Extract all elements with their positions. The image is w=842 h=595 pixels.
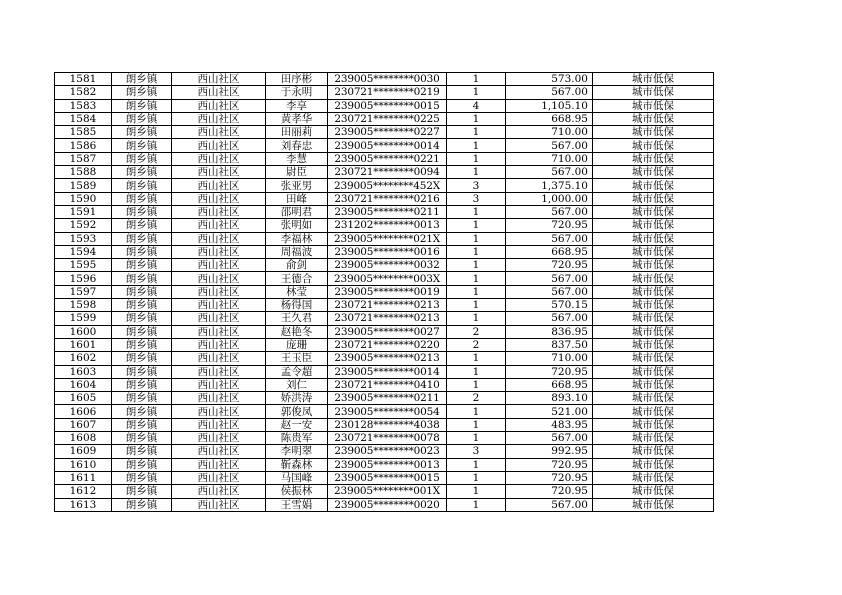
cell-community: 西山社区 — [172, 299, 266, 312]
cell-sequence-number: 1609 — [55, 445, 112, 458]
cell-amount: 567.00 — [506, 285, 593, 298]
cell-person-name: 李明翠 — [266, 445, 328, 458]
cell-assistance-type: 城市低保 — [593, 325, 714, 338]
cell-town: 朗乡镇 — [112, 392, 172, 405]
cell-household-count: 1 — [447, 272, 506, 285]
cell-community: 西山社区 — [172, 166, 266, 179]
table-row — [55, 352, 714, 365]
cell-household-count: 1 — [447, 219, 506, 232]
cell-household-count: 4 — [447, 99, 506, 112]
cell-community: 西山社区 — [172, 285, 266, 298]
table-row — [55, 259, 714, 272]
cell-town: 朗乡镇 — [112, 418, 172, 431]
cell-assistance-type: 城市低保 — [593, 485, 714, 498]
cell-sequence-number: 1584 — [55, 112, 112, 125]
cell-town: 朗乡镇 — [112, 365, 172, 378]
cell-id-number: 239005********0015 — [328, 99, 447, 112]
cell-assistance-type: 城市低保 — [593, 285, 714, 298]
cell-assistance-type: 城市低保 — [593, 312, 714, 325]
table-row — [55, 245, 714, 258]
cell-household-count: 1 — [447, 86, 506, 99]
table-row — [55, 232, 714, 245]
cell-amount: 992.95 — [506, 445, 593, 458]
cell-town: 朗乡镇 — [112, 166, 172, 179]
cell-assistance-type: 城市低保 — [593, 245, 714, 258]
cell-assistance-type: 城市低保 — [593, 352, 714, 365]
cell-household-count: 1 — [447, 152, 506, 165]
cell-household-count: 1 — [447, 299, 506, 312]
cell-town: 朗乡镇 — [112, 299, 172, 312]
cell-amount: 567.00 — [506, 139, 593, 152]
cell-amount: 836.95 — [506, 325, 593, 338]
table-row — [55, 405, 714, 418]
cell-sequence-number: 1610 — [55, 458, 112, 471]
cell-person-name: 陈贵军 — [266, 432, 328, 445]
cell-assistance-type: 城市低保 — [593, 392, 714, 405]
table-row — [55, 471, 714, 484]
cell-town: 朗乡镇 — [112, 325, 172, 338]
cell-household-count: 1 — [447, 166, 506, 179]
cell-sequence-number: 1591 — [55, 205, 112, 218]
cell-community: 西山社区 — [172, 498, 266, 511]
cell-person-name: 娇洪涛 — [266, 392, 328, 405]
cell-town: 朗乡镇 — [112, 205, 172, 218]
cell-amount: 720.95 — [506, 458, 593, 471]
cell-id-number: 239005********0013 — [328, 458, 447, 471]
cell-household-count: 1 — [447, 365, 506, 378]
cell-town: 朗乡镇 — [112, 352, 172, 365]
table-row — [55, 205, 714, 218]
cell-assistance-type: 城市低保 — [593, 445, 714, 458]
cell-id-number: 239005********0019 — [328, 285, 447, 298]
cell-amount: 710.00 — [506, 126, 593, 139]
table-row — [55, 192, 714, 205]
cell-person-name: 黄孝华 — [266, 112, 328, 125]
cell-community: 西山社区 — [172, 458, 266, 471]
cell-town: 朗乡镇 — [112, 152, 172, 165]
cell-person-name: 王玉臣 — [266, 352, 328, 365]
cell-sequence-number: 1595 — [55, 259, 112, 272]
cell-amount: 570.15 — [506, 299, 593, 312]
cell-sequence-number: 1592 — [55, 219, 112, 232]
table-row — [55, 299, 714, 312]
cell-amount: 567.00 — [506, 272, 593, 285]
cell-household-count: 1 — [447, 205, 506, 218]
cell-town: 朗乡镇 — [112, 458, 172, 471]
table-row — [55, 126, 714, 139]
cell-amount: 1,105.10 — [506, 99, 593, 112]
cell-assistance-type: 城市低保 — [593, 458, 714, 471]
cell-household-count: 1 — [447, 285, 506, 298]
cell-community: 西山社区 — [172, 259, 266, 272]
cell-amount: 668.95 — [506, 378, 593, 391]
cell-household-count: 1 — [447, 73, 506, 86]
cell-id-number: 239005********0027 — [328, 325, 447, 338]
table-row — [55, 338, 714, 351]
cell-community: 西山社区 — [172, 179, 266, 192]
cell-town: 朗乡镇 — [112, 312, 172, 325]
cell-person-name: 郭俊凤 — [266, 405, 328, 418]
cell-amount: 567.00 — [506, 498, 593, 511]
cell-town: 朗乡镇 — [112, 432, 172, 445]
cell-town: 朗乡镇 — [112, 445, 172, 458]
cell-community: 西山社区 — [172, 392, 266, 405]
cell-assistance-type: 城市低保 — [593, 192, 714, 205]
cell-assistance-type: 城市低保 — [593, 432, 714, 445]
cell-community: 西山社区 — [172, 445, 266, 458]
cell-id-number: 230721********0213 — [328, 312, 447, 325]
cell-person-name: 林莹 — [266, 285, 328, 298]
cell-household-count: 1 — [447, 245, 506, 258]
cell-amount: 567.00 — [506, 86, 593, 99]
cell-sequence-number: 1611 — [55, 471, 112, 484]
cell-sequence-number: 1597 — [55, 285, 112, 298]
cell-community: 西山社区 — [172, 352, 266, 365]
cell-amount: 567.00 — [506, 432, 593, 445]
cell-assistance-type: 城市低保 — [593, 219, 714, 232]
cell-household-count: 1 — [447, 352, 506, 365]
cell-community: 西山社区 — [172, 485, 266, 498]
cell-community: 西山社区 — [172, 232, 266, 245]
cell-amount: 720.95 — [506, 365, 593, 378]
table-row — [55, 179, 714, 192]
table-row — [55, 392, 714, 405]
cell-amount: 567.00 — [506, 312, 593, 325]
cell-community: 西山社区 — [172, 139, 266, 152]
cell-sequence-number: 1589 — [55, 179, 112, 192]
cell-sequence-number: 1603 — [55, 365, 112, 378]
table-row — [55, 445, 714, 458]
cell-person-name: 于永明 — [266, 86, 328, 99]
table-row — [55, 325, 714, 338]
cell-sequence-number: 1594 — [55, 245, 112, 258]
cell-amount: 573.00 — [506, 73, 593, 86]
cell-assistance-type: 城市低保 — [593, 365, 714, 378]
cell-sequence-number: 1598 — [55, 299, 112, 312]
cell-sequence-number: 1582 — [55, 86, 112, 99]
table-row — [55, 86, 714, 99]
cell-assistance-type: 城市低保 — [593, 139, 714, 152]
table-row — [55, 365, 714, 378]
cell-person-name: 张亚男 — [266, 179, 328, 192]
cell-sequence-number: 1605 — [55, 392, 112, 405]
cell-id-number: 239005********0211 — [328, 205, 447, 218]
cell-household-count: 1 — [447, 485, 506, 498]
cell-amount: 1,375.10 — [506, 179, 593, 192]
cell-id-number: 230128********4038 — [328, 418, 447, 431]
cell-id-number: 230721********0219 — [328, 86, 447, 99]
cell-town: 朗乡镇 — [112, 405, 172, 418]
cell-assistance-type: 城市低保 — [593, 86, 714, 99]
cell-town: 朗乡镇 — [112, 245, 172, 258]
table-row — [55, 73, 714, 86]
cell-id-number: 239005********452X — [328, 179, 447, 192]
cell-town: 朗乡镇 — [112, 471, 172, 484]
cell-person-name: 邵明君 — [266, 205, 328, 218]
cell-household-count: 3 — [447, 445, 506, 458]
table-body — [55, 73, 714, 512]
cell-amount: 567.00 — [506, 232, 593, 245]
cell-person-name: 田峰 — [266, 192, 328, 205]
cell-household-count: 3 — [447, 179, 506, 192]
cell-sequence-number: 1613 — [55, 498, 112, 511]
cell-community: 西山社区 — [172, 219, 266, 232]
cell-household-count: 1 — [447, 126, 506, 139]
cell-town: 朗乡镇 — [112, 272, 172, 285]
cell-town: 朗乡镇 — [112, 86, 172, 99]
cell-sequence-number: 1590 — [55, 192, 112, 205]
cell-sequence-number: 1608 — [55, 432, 112, 445]
cell-id-number: 239005********003X — [328, 272, 447, 285]
cell-id-number: 239005********0213 — [328, 352, 447, 365]
cell-person-name: 王久君 — [266, 312, 328, 325]
cell-sequence-number: 1588 — [55, 166, 112, 179]
cell-person-name: 田丽莉 — [266, 126, 328, 139]
cell-amount: 668.95 — [506, 112, 593, 125]
cell-amount: 710.00 — [506, 352, 593, 365]
cell-household-count: 2 — [447, 392, 506, 405]
cell-household-count: 3 — [447, 192, 506, 205]
cell-household-count: 1 — [447, 405, 506, 418]
cell-id-number: 230721********0213 — [328, 299, 447, 312]
cell-assistance-type: 城市低保 — [593, 205, 714, 218]
table-row — [55, 166, 714, 179]
cell-community: 西山社区 — [172, 432, 266, 445]
cell-town: 朗乡镇 — [112, 139, 172, 152]
cell-household-count: 1 — [447, 471, 506, 484]
cell-person-name: 李福林 — [266, 232, 328, 245]
cell-sequence-number: 1601 — [55, 338, 112, 351]
cell-id-number: 239005********0015 — [328, 471, 447, 484]
cell-community: 西山社区 — [172, 86, 266, 99]
cell-town: 朗乡镇 — [112, 99, 172, 112]
cell-person-name: 马国峰 — [266, 471, 328, 484]
cell-person-name: 尉臣 — [266, 166, 328, 179]
cell-person-name: 靳森林 — [266, 458, 328, 471]
cell-amount: 521.00 — [506, 405, 593, 418]
cell-sequence-number: 1581 — [55, 73, 112, 86]
cell-community: 西山社区 — [172, 325, 266, 338]
table-row — [55, 285, 714, 298]
cell-amount: 893.10 — [506, 392, 593, 405]
table-row — [55, 272, 714, 285]
cell-person-name: 周福波 — [266, 245, 328, 258]
cell-community: 西山社区 — [172, 272, 266, 285]
table-row — [55, 432, 714, 445]
cell-household-count: 1 — [447, 458, 506, 471]
cell-community: 西山社区 — [172, 205, 266, 218]
cell-sequence-number: 1593 — [55, 232, 112, 245]
cell-sequence-number: 1602 — [55, 352, 112, 365]
cell-id-number: 239005********0023 — [328, 445, 447, 458]
cell-id-number: 230721********0094 — [328, 166, 447, 179]
table-row — [55, 498, 714, 511]
cell-household-count: 1 — [447, 498, 506, 511]
cell-id-number: 239005********0221 — [328, 152, 447, 165]
cell-person-name: 田序彬 — [266, 73, 328, 86]
cell-sequence-number: 1586 — [55, 139, 112, 152]
cell-person-name: 侯振林 — [266, 485, 328, 498]
cell-person-name: 王雪娟 — [266, 498, 328, 511]
cell-person-name: 刘春忠 — [266, 139, 328, 152]
cell-household-count: 1 — [447, 432, 506, 445]
cell-sequence-number: 1612 — [55, 485, 112, 498]
cell-amount: 837.50 — [506, 338, 593, 351]
cell-town: 朗乡镇 — [112, 378, 172, 391]
cell-id-number: 239005********0030 — [328, 73, 447, 86]
cell-assistance-type: 城市低保 — [593, 378, 714, 391]
table-row — [55, 112, 714, 125]
cell-town: 朗乡镇 — [112, 192, 172, 205]
cell-amount: 720.95 — [506, 471, 593, 484]
cell-assistance-type: 城市低保 — [593, 73, 714, 86]
table-row — [55, 139, 714, 152]
cell-household-count: 2 — [447, 325, 506, 338]
cell-assistance-type: 城市低保 — [593, 152, 714, 165]
cell-person-name: 李享 — [266, 99, 328, 112]
cell-assistance-type: 城市低保 — [593, 299, 714, 312]
table-row — [55, 378, 714, 391]
cell-household-count: 1 — [447, 378, 506, 391]
cell-sequence-number: 1596 — [55, 272, 112, 285]
table-row — [55, 99, 714, 112]
cell-community: 西山社区 — [172, 73, 266, 86]
cell-town: 朗乡镇 — [112, 179, 172, 192]
cell-assistance-type: 城市低保 — [593, 166, 714, 179]
cell-household-count: 1 — [447, 259, 506, 272]
cell-community: 西山社区 — [172, 245, 266, 258]
cell-id-number: 239005********0014 — [328, 139, 447, 152]
cell-id-number: 239005********0032 — [328, 259, 447, 272]
cell-assistance-type: 城市低保 — [593, 99, 714, 112]
cell-town: 朗乡镇 — [112, 232, 172, 245]
cell-id-number: 239005********0054 — [328, 405, 447, 418]
table-row — [55, 418, 714, 431]
cell-town: 朗乡镇 — [112, 73, 172, 86]
cell-amount: 668.95 — [506, 245, 593, 258]
cell-id-number: 230721********0225 — [328, 112, 447, 125]
table-row — [55, 458, 714, 471]
cell-household-count: 1 — [447, 112, 506, 125]
cell-household-count: 1 — [447, 312, 506, 325]
cell-assistance-type: 城市低保 — [593, 405, 714, 418]
cell-id-number: 239005********001X — [328, 485, 447, 498]
cell-person-name: 俞剑 — [266, 259, 328, 272]
cell-id-number: 231202********0013 — [328, 219, 447, 232]
cell-person-name: 王德合 — [266, 272, 328, 285]
cell-amount: 567.00 — [506, 166, 593, 179]
cell-person-name: 杨得国 — [266, 299, 328, 312]
cell-sequence-number: 1604 — [55, 378, 112, 391]
cell-household-count: 1 — [447, 232, 506, 245]
cell-sequence-number: 1587 — [55, 152, 112, 165]
cell-town: 朗乡镇 — [112, 338, 172, 351]
cell-assistance-type: 城市低保 — [593, 232, 714, 245]
cell-town: 朗乡镇 — [112, 112, 172, 125]
cell-id-number: 230721********0078 — [328, 432, 447, 445]
cell-amount: 710.00 — [506, 152, 593, 165]
cell-amount: 720.95 — [506, 219, 593, 232]
cell-community: 西山社区 — [172, 126, 266, 139]
cell-community: 西山社区 — [172, 338, 266, 351]
cell-community: 西山社区 — [172, 378, 266, 391]
cell-id-number: 239005********0014 — [328, 365, 447, 378]
cell-amount: 567.00 — [506, 205, 593, 218]
cell-id-number: 230721********0216 — [328, 192, 447, 205]
table-row — [55, 152, 714, 165]
cell-household-count: 2 — [447, 338, 506, 351]
cell-assistance-type: 城市低保 — [593, 498, 714, 511]
cell-assistance-type: 城市低保 — [593, 272, 714, 285]
cell-amount: 483.95 — [506, 418, 593, 431]
cell-id-number: 239005********021X — [328, 232, 447, 245]
cell-town: 朗乡镇 — [112, 285, 172, 298]
cell-person-name: 刘仁 — [266, 378, 328, 391]
table-row — [55, 485, 714, 498]
cell-sequence-number: 1607 — [55, 418, 112, 431]
cell-person-name: 李慧 — [266, 152, 328, 165]
cell-assistance-type: 城市低保 — [593, 126, 714, 139]
cell-id-number: 230721********0220 — [328, 338, 447, 351]
table-row — [55, 219, 714, 232]
cell-amount: 720.95 — [506, 485, 593, 498]
cell-id-number: 230721********0410 — [328, 378, 447, 391]
cell-community: 西山社区 — [172, 99, 266, 112]
cell-sequence-number: 1599 — [55, 312, 112, 325]
cell-amount: 720.95 — [506, 259, 593, 272]
cell-community: 西山社区 — [172, 152, 266, 165]
cell-person-name: 张明如 — [266, 219, 328, 232]
cell-community: 西山社区 — [172, 365, 266, 378]
cell-community: 西山社区 — [172, 112, 266, 125]
cell-id-number: 239005********0020 — [328, 498, 447, 511]
cell-household-count: 1 — [447, 139, 506, 152]
cell-town: 朗乡镇 — [112, 126, 172, 139]
cell-community: 西山社区 — [172, 418, 266, 431]
cell-id-number: 239005********0211 — [328, 392, 447, 405]
cell-assistance-type: 城市低保 — [593, 418, 714, 431]
cell-sequence-number: 1606 — [55, 405, 112, 418]
cell-community: 西山社区 — [172, 405, 266, 418]
cell-town: 朗乡镇 — [112, 485, 172, 498]
cell-town: 朗乡镇 — [112, 219, 172, 232]
table-row — [55, 312, 714, 325]
cell-community: 西山社区 — [172, 312, 266, 325]
cell-assistance-type: 城市低保 — [593, 259, 714, 272]
cell-town: 朗乡镇 — [112, 259, 172, 272]
cell-town: 朗乡镇 — [112, 498, 172, 511]
cell-assistance-type: 城市低保 — [593, 338, 714, 351]
cell-assistance-type: 城市低保 — [593, 112, 714, 125]
cell-assistance-type: 城市低保 — [593, 179, 714, 192]
cell-id-number: 239005********0227 — [328, 126, 447, 139]
cell-sequence-number: 1600 — [55, 325, 112, 338]
cell-person-name: 赵一安 — [266, 418, 328, 431]
cell-person-name: 孟令超 — [266, 365, 328, 378]
cell-amount: 1,000.00 — [506, 192, 593, 205]
cell-person-name: 庞珊 — [266, 338, 328, 351]
cell-id-number: 239005********0016 — [328, 245, 447, 258]
cell-community: 西山社区 — [172, 192, 266, 205]
cell-person-name: 赵艳冬 — [266, 325, 328, 338]
cell-community: 西山社区 — [172, 471, 266, 484]
cell-household-count: 1 — [447, 418, 506, 431]
cell-assistance-type: 城市低保 — [593, 471, 714, 484]
cell-sequence-number: 1585 — [55, 126, 112, 139]
cell-sequence-number: 1583 — [55, 99, 112, 112]
relief-roster-table — [54, 72, 714, 512]
